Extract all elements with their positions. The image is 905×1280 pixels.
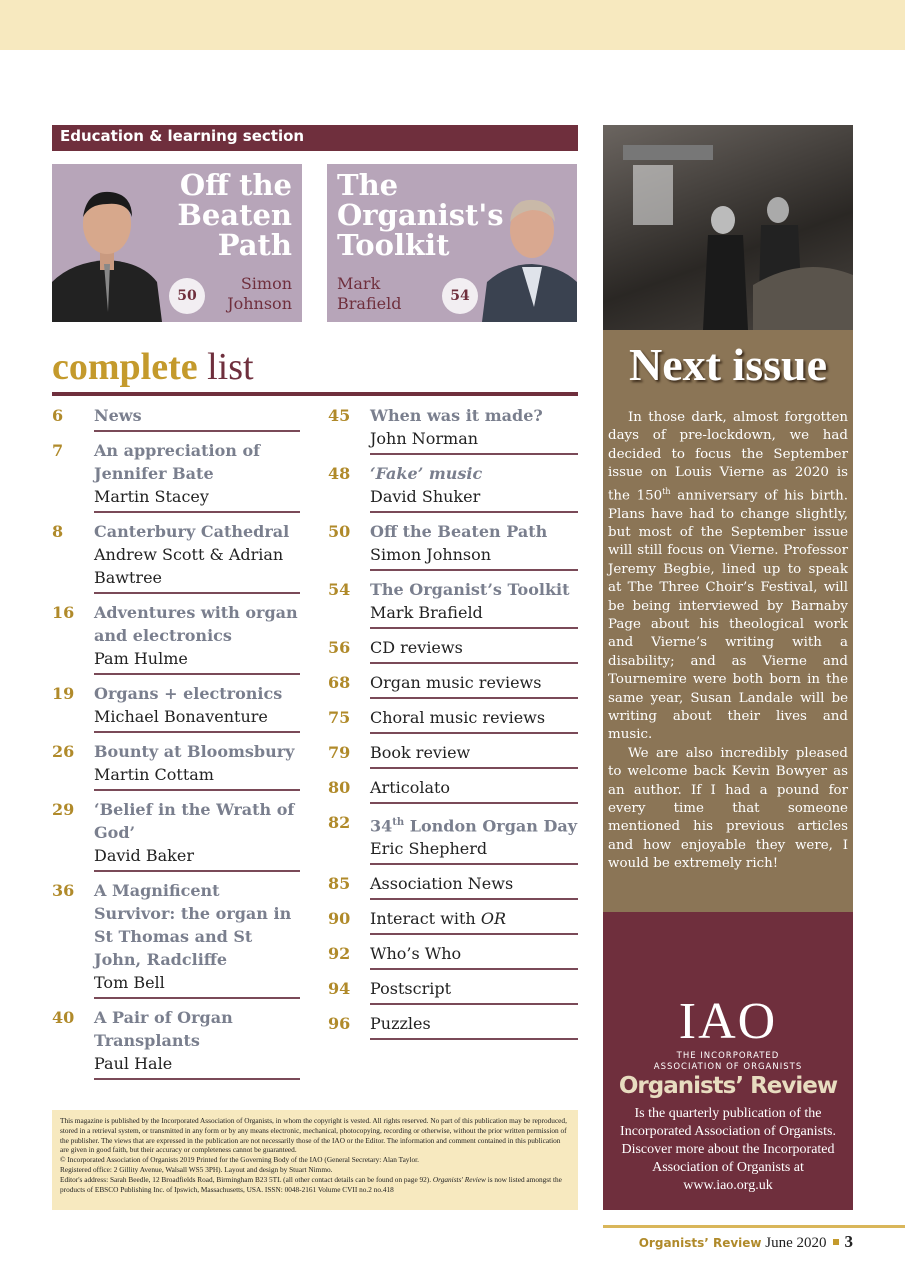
item-body (370, 872, 578, 900)
item-title (94, 879, 300, 971)
footer-rule (603, 1225, 905, 1228)
page-badge: 50 (169, 278, 205, 314)
feature-off-the-beaten-path[interactable] (52, 164, 302, 322)
feature-author: Mark Brafield (337, 274, 402, 313)
item-body (370, 578, 578, 629)
footer-date: June 2020 (765, 1235, 827, 1251)
page-badge: 54 (442, 278, 478, 314)
item-body (370, 907, 578, 935)
item-body (370, 942, 578, 970)
title-text: CD reviews (370, 638, 463, 657)
page-number: 50 (328, 522, 351, 541)
feature-author: Simon Johnson (227, 274, 292, 313)
item-body (370, 671, 578, 699)
title-text: Canterbury Cathedral (94, 522, 290, 541)
item-title (370, 706, 578, 729)
item-title (94, 404, 300, 427)
iao-description: Is the quarterly publication of the Incorporated Association of Organists. Discover more about the Incorporated Association of Organists at www.iao.org.uk (620, 1106, 836, 1193)
title-sup: th (392, 817, 405, 828)
contents-item[interactable] (52, 404, 302, 432)
item-body (94, 439, 300, 513)
item-title (94, 520, 300, 543)
item-title (94, 798, 300, 844)
item-body (370, 776, 578, 804)
page-number: 56 (328, 638, 351, 657)
contents-item[interactable] (52, 439, 302, 513)
item-body (94, 520, 300, 594)
item-title (94, 439, 300, 485)
title-text: Organ music reviews (370, 673, 542, 692)
contents-item[interactable] (328, 636, 578, 664)
item-title (370, 520, 578, 543)
title-text: A Magnificent Survivor: the organ in St Thomas and St John, Radcliffe (94, 881, 292, 969)
page-number: 96 (328, 1014, 351, 1034)
contents-item[interactable] (328, 462, 578, 513)
page-number: 92 (328, 944, 351, 964)
title-emphasis: ‘Fake’ music (370, 464, 483, 483)
page-number: 6 (52, 406, 64, 425)
page-number: 94 (328, 979, 351, 999)
title-text: Book review (370, 743, 471, 762)
next-issue-box (603, 330, 853, 912)
title-text: An appreciation of Jennifer Bate (94, 441, 261, 483)
item-title (94, 740, 300, 763)
item-title (370, 942, 578, 965)
title-text: Choral music reviews (370, 708, 546, 727)
page-number: 26 (52, 742, 75, 761)
item-body (94, 879, 300, 999)
title-text: The Organist’s Toolkit (370, 580, 570, 599)
item-body (94, 601, 300, 675)
top-band (0, 0, 905, 50)
page-number: 36 (52, 881, 75, 900)
title-text: 34 (370, 816, 393, 836)
item-title (370, 671, 578, 694)
item-body (370, 741, 578, 769)
item-body (370, 520, 578, 571)
publisher-notice: This magazine is published by the Incorporated Association of Organists, in whom the copyright is vested. All rights reserved. No part of this publication may be reproduced, stored in a retrieval system, or transmitted in any form or by any means electronic, mechanical, photocopying, recording or otherwise, without the prior written permission of the publisher. The views that are expressed in the publication are not necessarily those of the IAO or the Editor. The information and comment contained in this publication are given in good faith, but their accuracy or completeness cannot be guaranteed. © Incorporated Association of Organists 2019 Printed for the Governing Body of the IAO (General Secretary: Alan Taylor. Registered office: 2 Gillity Avenue, Walsall WS5 3PH). Layout and design by Stuart Nimmo. Editor's address: Sarah Beedle, 12 Broadfields Road, Birmingham B23 5TL (all other contact details can be found on page 92). Organists' Review is now listed amongst the products of EBSCO Publishing Inc. of Ipswich, Massachusetts, USA. ISSN: 0048-2161 Volume CVII no.2 no.418 (52, 1110, 578, 1210)
contents-item[interactable] (328, 1012, 578, 1040)
iao-box (603, 912, 853, 1210)
item-author: David Baker (94, 846, 194, 865)
contents-item[interactable] (328, 578, 578, 629)
square-bullet-icon (833, 1239, 839, 1245)
item-title (370, 636, 578, 659)
item-author: Eric Shepherd (370, 839, 488, 859)
organists-review-logo: Organists’ Review (618, 1073, 838, 1099)
page-number: 79 (328, 743, 351, 762)
title-text: Postscript (370, 979, 451, 999)
page-number: 82 (328, 813, 351, 832)
item-author: Tom Bell (94, 973, 165, 992)
item-body (94, 404, 300, 432)
section-header: Education & learning section (52, 125, 578, 151)
contents-item[interactable] (52, 601, 302, 675)
item-title (370, 404, 578, 427)
contents-item[interactable] (328, 977, 578, 1005)
item-title (370, 776, 578, 799)
contents-item[interactable] (52, 740, 302, 791)
page-number: 80 (328, 778, 351, 797)
next-issue-paragraph: We are also incredibly pleased to welcome back Kevin Bowyer as an author. If I had a pound for every time that someone mentioned his previous articles and how enjoyable they were, I would be extremely rich! (608, 745, 848, 872)
item-body (370, 1012, 578, 1040)
item-author: Martin Cottam (94, 765, 214, 784)
iao-logo: IAO (678, 993, 778, 1050)
title-text: When was it made? (370, 406, 543, 425)
title-text: News (94, 406, 142, 425)
item-title (370, 872, 578, 895)
item-author: Andrew Scott & Adrian Bawtree (94, 545, 284, 587)
item-body (94, 798, 300, 872)
footer-brand: Organists’ Review (638, 1236, 762, 1250)
contents-item[interactable] (52, 682, 302, 733)
feature-title: The Organist's Toolkit (337, 168, 504, 262)
page-number: 40 (52, 1008, 75, 1027)
item-body (94, 740, 300, 791)
feature-organists-toolkit[interactable] (327, 164, 577, 322)
contents-item[interactable] (52, 1006, 302, 1080)
item-title (370, 462, 578, 485)
page-number: 68 (328, 673, 351, 692)
contents-column-2 (328, 404, 578, 1047)
title-text: Organs + electronics (94, 684, 283, 703)
page-number: 8 (52, 522, 64, 541)
contents-item[interactable] (52, 879, 302, 999)
item-author: John Norman (370, 429, 479, 448)
iao-subtitle: THE INCORPORATED (676, 1051, 780, 1061)
contents-item[interactable] (328, 907, 578, 935)
item-title (370, 977, 578, 1000)
page-number: 85 (328, 874, 351, 894)
item-title (94, 601, 300, 647)
contents-item[interactable] (328, 706, 578, 734)
page-number: 54 (328, 580, 351, 599)
item-title (94, 682, 300, 705)
item-title (370, 811, 578, 837)
item-body (370, 404, 578, 455)
page-number: 75 (328, 708, 351, 727)
contents-column-1 (52, 404, 302, 1087)
title-text: Interact with (370, 909, 481, 929)
title-text: Adventures with organ and electronics (94, 603, 298, 645)
item-title (370, 578, 578, 601)
contents-item[interactable] (328, 741, 578, 769)
page-number: 48 (328, 464, 351, 483)
contents-item[interactable] (328, 520, 578, 571)
item-body (370, 811, 578, 865)
feature-title: Off the Beaten Path (177, 168, 292, 262)
page-number: 3 (844, 1232, 853, 1251)
item-body (370, 462, 578, 513)
item-author: Michael Bonaventure (94, 707, 268, 726)
title-text: ‘Belief in the Wrath of God’ (94, 800, 295, 842)
title-text: Association News (370, 874, 514, 894)
item-body (370, 977, 578, 1005)
page-number: 45 (328, 406, 351, 425)
contents-item[interactable] (328, 776, 578, 804)
title-emphasis: OR (480, 909, 506, 929)
next-issue-heading: Next issue (628, 339, 828, 390)
contents-item[interactable] (328, 404, 578, 455)
page-number: 7 (52, 441, 64, 460)
item-body (370, 636, 578, 664)
vierne-organ-photo (603, 125, 853, 330)
item-author: Mark Brafield (370, 603, 483, 622)
page-number: 90 (328, 909, 351, 929)
title-text: Articolato (370, 778, 451, 797)
page-number: 29 (52, 800, 75, 819)
page-number: 19 (52, 684, 75, 703)
contents-item[interactable] (52, 798, 302, 872)
item-body (94, 682, 300, 733)
item-author: Simon Johnson (370, 545, 492, 564)
title-text: London Organ Day (404, 816, 578, 836)
contents-item[interactable] (328, 671, 578, 699)
complete-list-heading: complete list (52, 346, 254, 388)
title-text: Off the Beaten Path (370, 522, 548, 541)
item-title (370, 1012, 578, 1035)
contents-item[interactable] (328, 872, 578, 900)
item-author: Paul Hale (94, 1054, 173, 1073)
item-title (370, 741, 578, 764)
page-number: 16 (52, 603, 75, 622)
contents-item[interactable] (52, 520, 302, 594)
item-author: Pam Hulme (94, 649, 188, 668)
page-footer (639, 1232, 853, 1252)
contents-item[interactable] (328, 942, 578, 970)
item-title (94, 1006, 300, 1052)
iao-url-link[interactable]: www.iao.org.uk (683, 1178, 773, 1193)
title-text: Puzzles (370, 1014, 431, 1034)
iao-subtitle: ASSOCIATION OF ORGANISTS (653, 1062, 803, 1072)
heading-rule (52, 392, 578, 396)
item-author: Martin Stacey (94, 487, 209, 506)
contents-item[interactable] (328, 811, 578, 865)
item-author: David Shuker (370, 487, 481, 506)
item-body (370, 706, 578, 734)
title-text: Who’s Who (370, 944, 462, 964)
title-text: Bounty at Bloomsbury (94, 742, 295, 761)
item-body (94, 1006, 300, 1080)
item-title (370, 907, 578, 930)
next-issue-paragraph: In those dark, almost forgotten days of pre-lockdown, we had decided to focus the September issue on Louis Vierne as 2020 is the 150th anniversary of his birth. Plans have had to change slightly, but most of the September issue will still focus on Vierne. Professor Jeremy Begbie, lined up to speak at The Three Choir’s Festival, will be being interviewed by Barnaby Page about his theological work and Vierne’s writing with a disability; and as Vierne and Tournemire were both born in the same year, Susan Landale will be writing about their lives and music. (608, 410, 848, 743)
title-text: A Pair of Organ Transplants (94, 1008, 233, 1050)
